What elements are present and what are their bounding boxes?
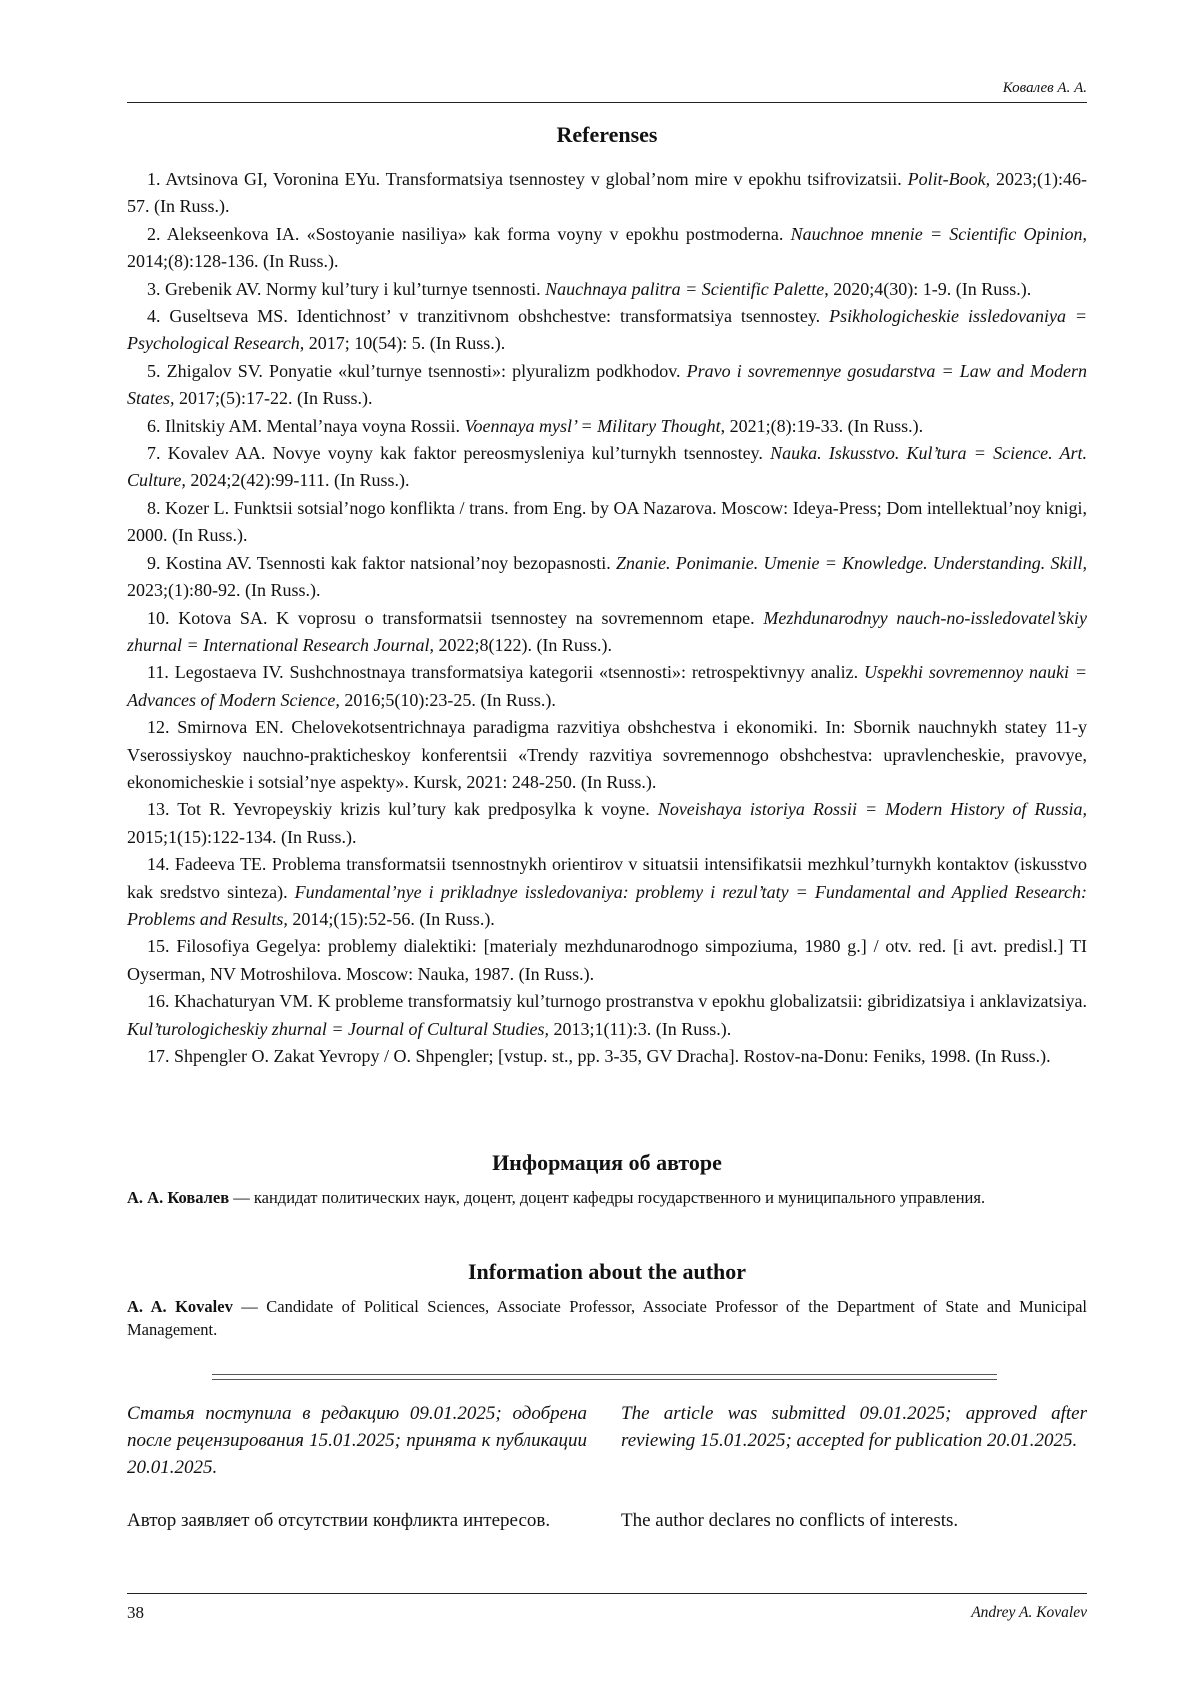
reference-details: 2023;(1):46-57. (In Russ.). [127,169,1087,217]
reference-journal: Nauchnoe mnenie = Scientific Opinion [790,223,1083,244]
reference-number: 16. [147,991,170,1012]
reference-details: , 2020;4(30): 1-9. (In Russ.). [824,278,1032,299]
reference-text: Kozer L. Funktsii sotsial’nogo konflikta / trans. from Eng. by OA Nazarova. Moscow: Ideya-Press; Dom intellektual’noy knigi, 2000. (In Russ.). [127,497,1087,546]
reference-journal: Pravo i sovremennye gosudarstva = Law and Modern States, [127,360,1088,409]
reference-text: Kostina AV. Tsennosti kak faktor natsional’noy bezopasnosti. [160,552,617,573]
author-info-ru-heading: Информация об авторе [492,1150,722,1175]
reference-details: 2014;(15):52-56. (In Russ.). [287,908,495,929]
submission-dates-en: The article was submitted 09.01.2025; approved after reviewing 15.01.2025; accepted for publication 20.01.2025. [621,1403,1087,1451]
reference-text: Avtsinova GI, Voronina EYu. Transformatsiya tsennostey v global’nom mire v epokhu tsifrovizatsii. [160,169,908,189]
footer-rule [127,1593,1087,1594]
reference-details: 2017;(5):17-22. (In Russ.). [174,388,373,409]
reference-journal: Noveishaya istoriya Rossii = Modern History of Russia, [657,799,1087,820]
reference-item [127,659,1087,714]
references-list [127,166,1087,1070]
reference-journal: Voennaya mysl’ = Military Thought [464,415,721,436]
reference-text: Zhigalov SV. Ponyatie «kul’turnye tsennosti»: plyuralizm podkhodov. [160,360,687,381]
reference-details: 2015;1(15):122-134. (In Russ.). [127,826,357,847]
reference-number: 2. [147,223,161,244]
reference-details: , 2014;(8):128-136. (In Russ.). [127,223,1087,272]
conflict-statement-en: The author declares no conflicts of interests. [621,1510,959,1531]
reference-journal: Nauchnaya palitra = Scientific Palette [545,278,825,299]
running-footer: Andrey A. Kovalev [971,1604,1087,1621]
reference-journal: Mezhdunarodnyy nauch-no-issledovatel’skiy zhurnal = International Research Journal [127,607,1088,655]
author-info-en [127,1295,1087,1341]
reference-number: 1. [147,169,161,189]
reference-details: 2016;5(10):23-25. (In Russ.). [339,689,556,710]
reference-text: Alekseenkova IA. «Sostoyanie nasiliya» kak forma voyny v epokhu postmoderna. [160,223,791,244]
reference-number: 15. [147,936,170,957]
reference-details: 2013;1(11):3. (In Russ.). [548,1018,732,1039]
reference-number: 11. [147,662,169,683]
reference-number: 14. [147,854,170,875]
reference-text: Smirnova EN. Chelovekotsentrichnaya paradigma razvitiya obshchestva i ekonomiki. In: Sbornik nauchnykh statey 11-y Vserossiyskoy nauchno-prakticheskoy konferentsii «Trendy razvitiya sovremennogo obshchestva: upravlencheskie, pravovye, ekonomicheskie i sotsial’nye aspekty». Kursk, 2021: 248-250. (In Russ.). [127,717,1087,792]
section-divider [212,1374,997,1380]
reference-number: 3. [147,278,161,299]
reference-item [127,495,1087,550]
reference-item [127,933,1087,988]
reference-item [127,276,1087,303]
reference-details: , 2022;8(122). (In Russ.). [429,634,612,655]
reference-journal: Polit-Book, [907,169,991,189]
reference-text: Ilnitskiy AM. Mental’naya voyna Rossii. [160,415,465,436]
reference-details: 2024;2(42):99-111. (In Russ.). [185,470,410,491]
reference-item [127,851,1087,933]
submission-dates-ru: Статья поступила в редакцию 09.01.2025; одобрена после рецензирования 15.01.2025; принята к публикации 20.01.2025. [127,1403,587,1478]
reference-details: , 2017; 10(54): 5. (In Russ.). [299,333,506,354]
document-page [127,0,1087,1697]
author-name-ru: А. А. Ковалев [127,1188,230,1207]
reference-text: Guseltseva MS. Identichnost’ v tranzitivnom obshchestve: transformatsiya tsennostey. [160,306,830,327]
reference-number: 8. [147,497,161,518]
reference-text: Filosofiya Gegelya: problemy dialektiki: [materialy mezhdunarodnogo simpoziuma, 1980 g.] / otv. red. [i avt. predisl.] TI Oyserman, NV Motroshilova. Moscow: Nauka, 1987. (In Russ.). [127,936,1087,984]
reference-number: 5. [147,360,161,381]
reference-details: 2023;(1):80-92. (In Russ.). [127,580,321,601]
reference-text: Tot R. Yevropeyskiy krizis kul’tury kak predposylka k voyne. [169,799,658,820]
reference-item [127,605,1087,660]
reference-item [127,796,1087,851]
reference-text: Khachaturyan VM. K probleme transformatsiy kul’turnogo prostranstva v epokhu globalizatsii: gibridizatsiya i anklavizatsiya. [169,991,1087,1012]
reference-details: , 2021;(8):19-33. (In Russ.). [720,415,924,436]
reference-number: 13. [147,799,170,820]
running-header: Ковалев А. А. [1002,80,1087,96]
author-name-en: A. A. Kovalev [127,1297,233,1316]
reference-number: 12. [147,717,170,738]
reference-text: Kotova SA. K voprosu o transformatsii tsennostey na sovremennom etape. [169,607,764,628]
page-number: 38 [127,1603,144,1622]
reference-item [127,166,1087,221]
reference-journal: Uspekhi sovremennoy nauki = Advances of Modern Science, [127,662,1087,710]
reference-number: 4. [147,306,161,327]
reference-text: Legostaeva IV. Sushchnostnaya transformatsiya kategorii «tsennosti»: retrospektivnyy analiz. [168,662,865,683]
reference-item [127,358,1087,413]
author-description-en: — Candidate of Political Sciences, Associate Professor, Associate Professor of the Department of State and Municipal Management. [127,1297,1087,1339]
reference-number: 9. [147,552,161,573]
reference-journal: Nauka. Iskusstvo. Kul’tura = Science. Art. Culture, [127,443,1087,491]
reference-journal: Znanie. Ponimanie. Umenie = Knowledge. Understanding. Skill, [616,552,1088,573]
reference-journal: Kul’turologicheskiy zhurnal = Journal of Cultural Studies, [127,1018,549,1039]
author-description-ru: — кандидат политических наук, доцент, доцент кафедры государственного и муниципального управления. [229,1188,986,1207]
reference-number: 17. [147,1046,170,1066]
reference-item [127,303,1087,358]
references-heading: Referenses [556,122,658,147]
reference-item [127,413,1087,440]
reference-item [127,714,1087,796]
reference-item [127,1043,1087,1070]
reference-text: Kovalev AA. Novye voyny kak faktor pereosmysleniya kul’turnykh tsennostey. [160,443,771,464]
reference-item [127,988,1087,1043]
reference-item [127,221,1087,276]
header-rule [127,102,1087,103]
reference-journal: Fundamental’nye i prikladnye issledovaniya: problemy i rezul’taty = Fundamental and Applied Research: Problems and Results, [127,881,1088,929]
conflict-statement-ru: Автор заявляет об отсутствии конфликта интересов. [127,1510,551,1531]
reference-number: 7. [147,443,161,464]
reference-journal: Psikhologicheskie issledovaniya = Psychological Research [127,306,1087,354]
author-info-ru [127,1186,1087,1209]
reference-item [127,550,1087,605]
reference-text: Shpengler O. Zakat Yevropy / O. Shpengler; [vstup. st., pp. 3-35, GV Dracha]. Rostov-na-Donu: Feniks, 1998. (In Russ.). [169,1046,1051,1066]
author-info-en-heading: Information about the author [467,1259,747,1284]
reference-number: 10. [147,607,170,628]
reference-text: Fadeeva TE. Problema transformatsii tsennostnykh orientirov v situatsii intensifikatsii mezhkul’turnykh kontaktov (iskusstvo kak sredstvo sinteza). [127,854,1087,902]
reference-text: Grebenik AV. Normy kul’tury i kul’turnye tsennosti. [160,278,546,299]
reference-item [127,440,1087,495]
reference-number: 6. [147,415,161,436]
